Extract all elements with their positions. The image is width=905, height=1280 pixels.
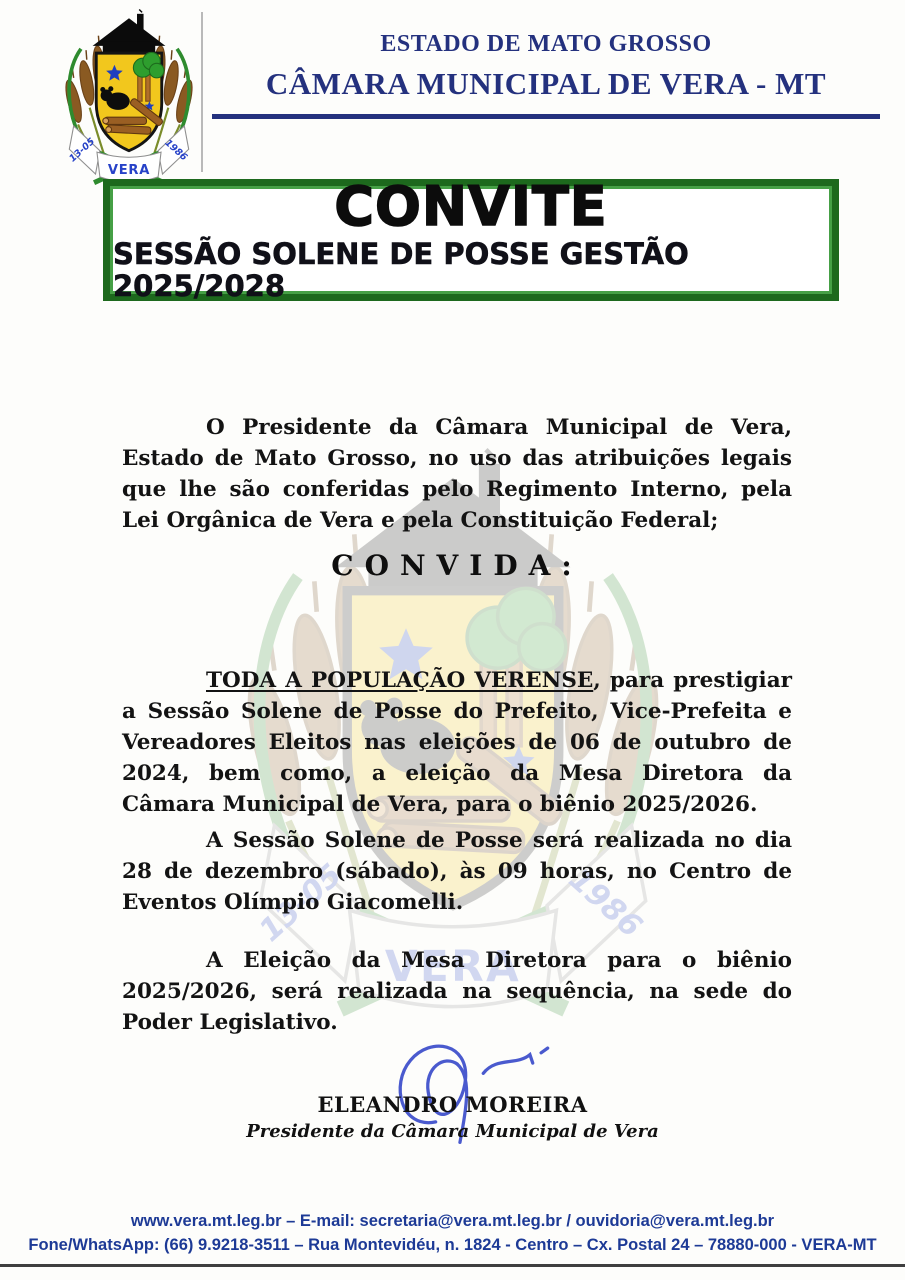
paragraph-invitation-rest: , para prestigiar a Sessão Solene de Posse do Prefeito, Vice-Prefeita e Vereadores Eleitos nas eleições de 06 de outubro de 2024, bem como, a eleição da Mesa Diretora da Câmara Municipal de Vera, para o biênio 2025/2026. [122, 667, 792, 817]
signer-name: ELEANDRO MOREIRA [317, 1092, 588, 1117]
header-rule [212, 114, 880, 119]
paragraph-invitation [122, 665, 792, 820]
invite-box-inner [110, 174, 832, 303]
invite-subtitle: SESSÃO SOLENE DE POSSE GESTÃO 2025/2028 [113, 236, 689, 303]
invite-title: CONVITE [334, 174, 608, 238]
paragraph-election-details: A Eleição da Mesa Diretora para o biênio 2025/2026, será realizada na sequência, na sede do Poder Legislativo. [122, 947, 792, 1035]
header-divider [201, 12, 203, 172]
scan-edge-line [0, 1264, 905, 1267]
paragraph-preamble: O Presidente da Câmara Municipal de Vera, Estado de Mato Grosso, no uso das atribuições legais que lhe são conferidas pelo Regimento Interno, pela Lei Orgânica de Vera e pela Constituição Federal; [122, 414, 792, 533]
signer-title: Presidente da Câmara Municipal de Vera [246, 1121, 659, 1142]
invite-box [103, 174, 839, 303]
footer-contact-line-1: www.vera.mt.leg.br – E-mail: secretaria@vera.mt.leg.br / ouvidoria@vera.mt.leg.br [130, 1212, 775, 1230]
letterhead [212, 24, 880, 119]
underlined-addressee: TODA A POPULAÇÃO VERENSE [206, 667, 594, 693]
paragraph-session-details: A Sessão Solene de Posse será realizada no dia 28 de dezembro (sábado), às 09 horas, no Centro de Eventos Olímpio Giacomelli. [122, 827, 792, 915]
state-title: ESTADO DE MATO GROSSO [380, 31, 712, 57]
municipal-coat-of-arms [54, 8, 204, 190]
convida-heading: CONVIDA: [331, 549, 583, 582]
footer-contact-line-2: Fone/WhatsApp: (66) 9.9218-3511 – Rua Montevidéu, n. 1824 - Centro – Cx. Postal 24 – 78880-000 - VERA-MT [28, 1236, 877, 1254]
institution-title: CÂMARA MUNICIPAL DE VERA - MT [265, 66, 827, 101]
